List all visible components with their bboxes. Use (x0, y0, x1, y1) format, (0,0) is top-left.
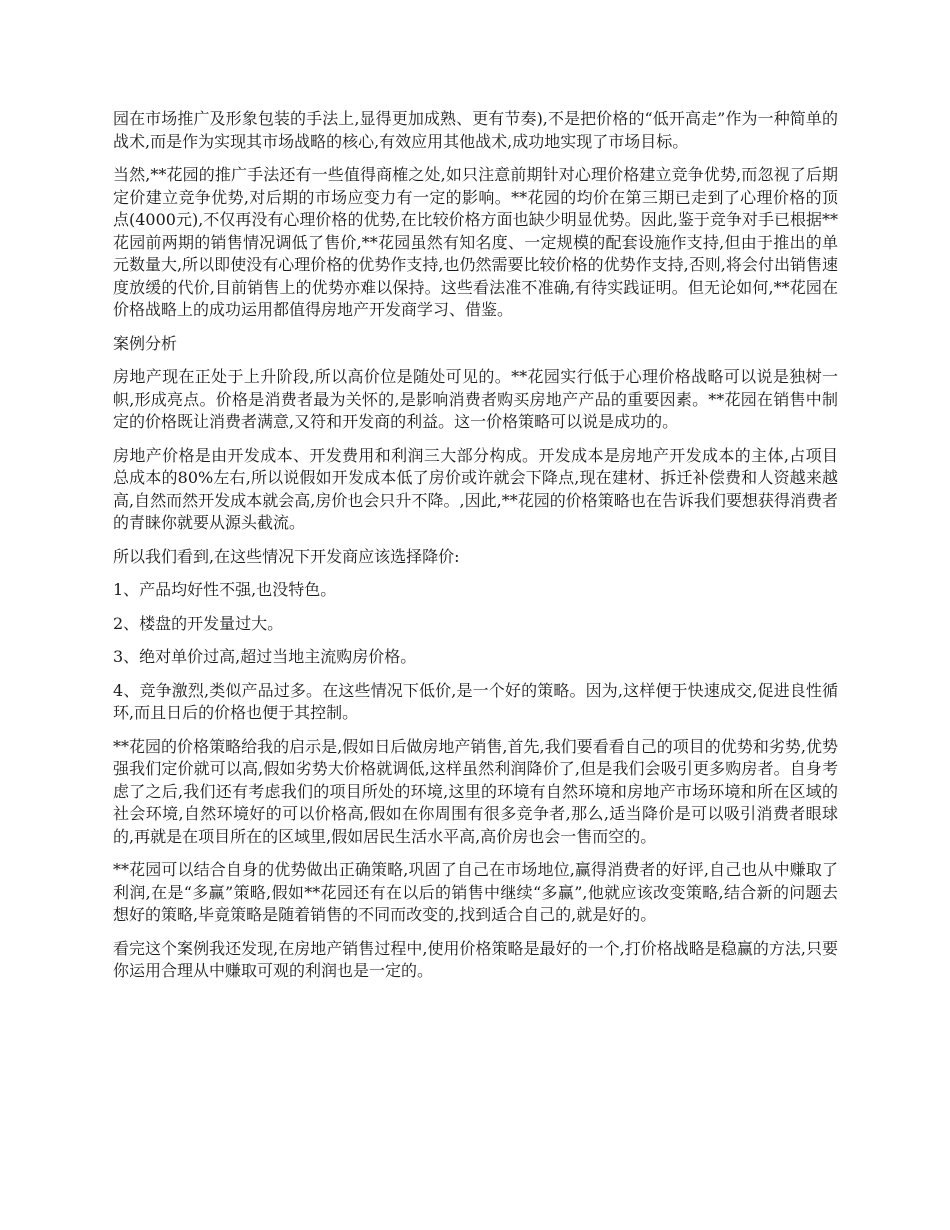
paragraph-intro-continuation: 园在市场推广及形象包装的手法上,显得更加成熟、更有节奏),不是把价格的“低开高走”作为一种简单的战术,而是作为实现其市场战略的核心,有效应用其他战术,成功地实现了市场目标。 (113, 109, 838, 151)
paragraph-conclusion: 看完这个案例我还发现,在房地产销售过程中,使用价格策略是最好的一个,打价格战略是稳赢的方法,只要你运用合理从中赚取可观的利润也是一定的。 (113, 938, 838, 980)
paragraph-critique: 当然,**花园的推广手法还有一些值得商榷之处,如只注意前期针对心理价格建立竞争优势,而忽视了后期定价建立竞争优势,对后期的市场应变力有一定的影响。**花园的均价在第三期已走到了心理价格的顶点(4000元),不仅再没有心理价格的优势,在比较价格方面也缺少明显优势。因此,鉴于竞争对手已根据**花园前两期的销售情况调低了售价,**花园虽然有知名度、一定规模的配套设施作支持,但由于推出的单元数量大,所以即使没有心理价格的优势作支持,也仍然需要比较价格的优势作支持,否则,将会付出销售速度放缓的代价,目前销售上的优势亦难以保持。这些看法准不准确,有待实践证明。但无论如何,**花园在价格战略上的成功运用都值得房地产开发商学习、借鉴。 (113, 165, 838, 319)
paragraph-price-composition: 房地产价格是由开发成本、开发费用和利润三大部分构成。开发成本是房地产开发成本的主体,占项目总成本的80%左右,所以说假如开发成本低了房价或许就会下降点,现在建材、拆迁补偿费和人资越来越高,自然而然开发成本就会高,房价也会只升不降。,因此,**花园的价格策略也在告诉我们要想获得消费者的青睐你就要从源头截流。 (113, 445, 838, 532)
paragraph-market-stage: 房地产现在正处于上升阶段,所以高价位是随处可见的。**花园实行低于心理价格战略可以说是独树一帜,形成亮点。价格是消费者最为关怀的,是影响消费者购买房地产产品的重要因素。**花园在销售中制定的价格既让消费者满意,又符和开发商的利益。这一价格策略可以说是成功的。 (113, 367, 838, 431)
paragraph-insight: **花园的价格策略给我的启示是,假如日后做房地产销售,首先,我们要看看自己的项目的优势和劣势,优势强我们定价就可以高,假如劣势大价格就调低,这样虽然利润降价了,但是我们会吸引更多购房者。自身考虑了之后,我们还有考虑我们的项目所处的环境,这里的环境有自然环境和房地产市场环境和所在区域的社会环境,自然环境好的可以价格高,假如在你周围有很多竞争者,那么,适当降价是可以吸引消费者眼球的,再就是在项目所在的区域里,假如居民生活水平高,高价房也会一售而空的。 (113, 736, 838, 846)
paragraph-multi-win: **花园可以结合自身的优势做出正确策略,巩固了自己在市场地位,赢得消费者的好评,自己也从中赚取了利润,在是“多赢”策略,假如**花园还有在以后的销售中继续“多赢”,他就应该改变策略,结合新的问题去想好的策略,毕竟策略是随着销售的不同而改变的,找到适合自己的,就是好的。 (113, 860, 838, 924)
list-item-4: 4、竞争激烈,类似产品过多。在这些情况下低价,是一个好的策略。因为,这样便于快速成交,促进良性循环,而且日后的价格也便于其控制。 (113, 680, 838, 722)
list-item-1: 1、产品均好性不强,也没特色。 (113, 580, 337, 599)
paragraph-price-cut-intro: 所以我们看到,在这些情况下开发商应该选择降价: (113, 546, 460, 566)
list-item-3: 3、绝对单价过高,超过当地主流购房价格。 (113, 647, 417, 666)
section-heading-case-analysis: 案例分析 (113, 333, 178, 353)
document-body (113, 108, 838, 994)
list-item-2: 2、楼盘的开发量过大。 (113, 613, 284, 633)
